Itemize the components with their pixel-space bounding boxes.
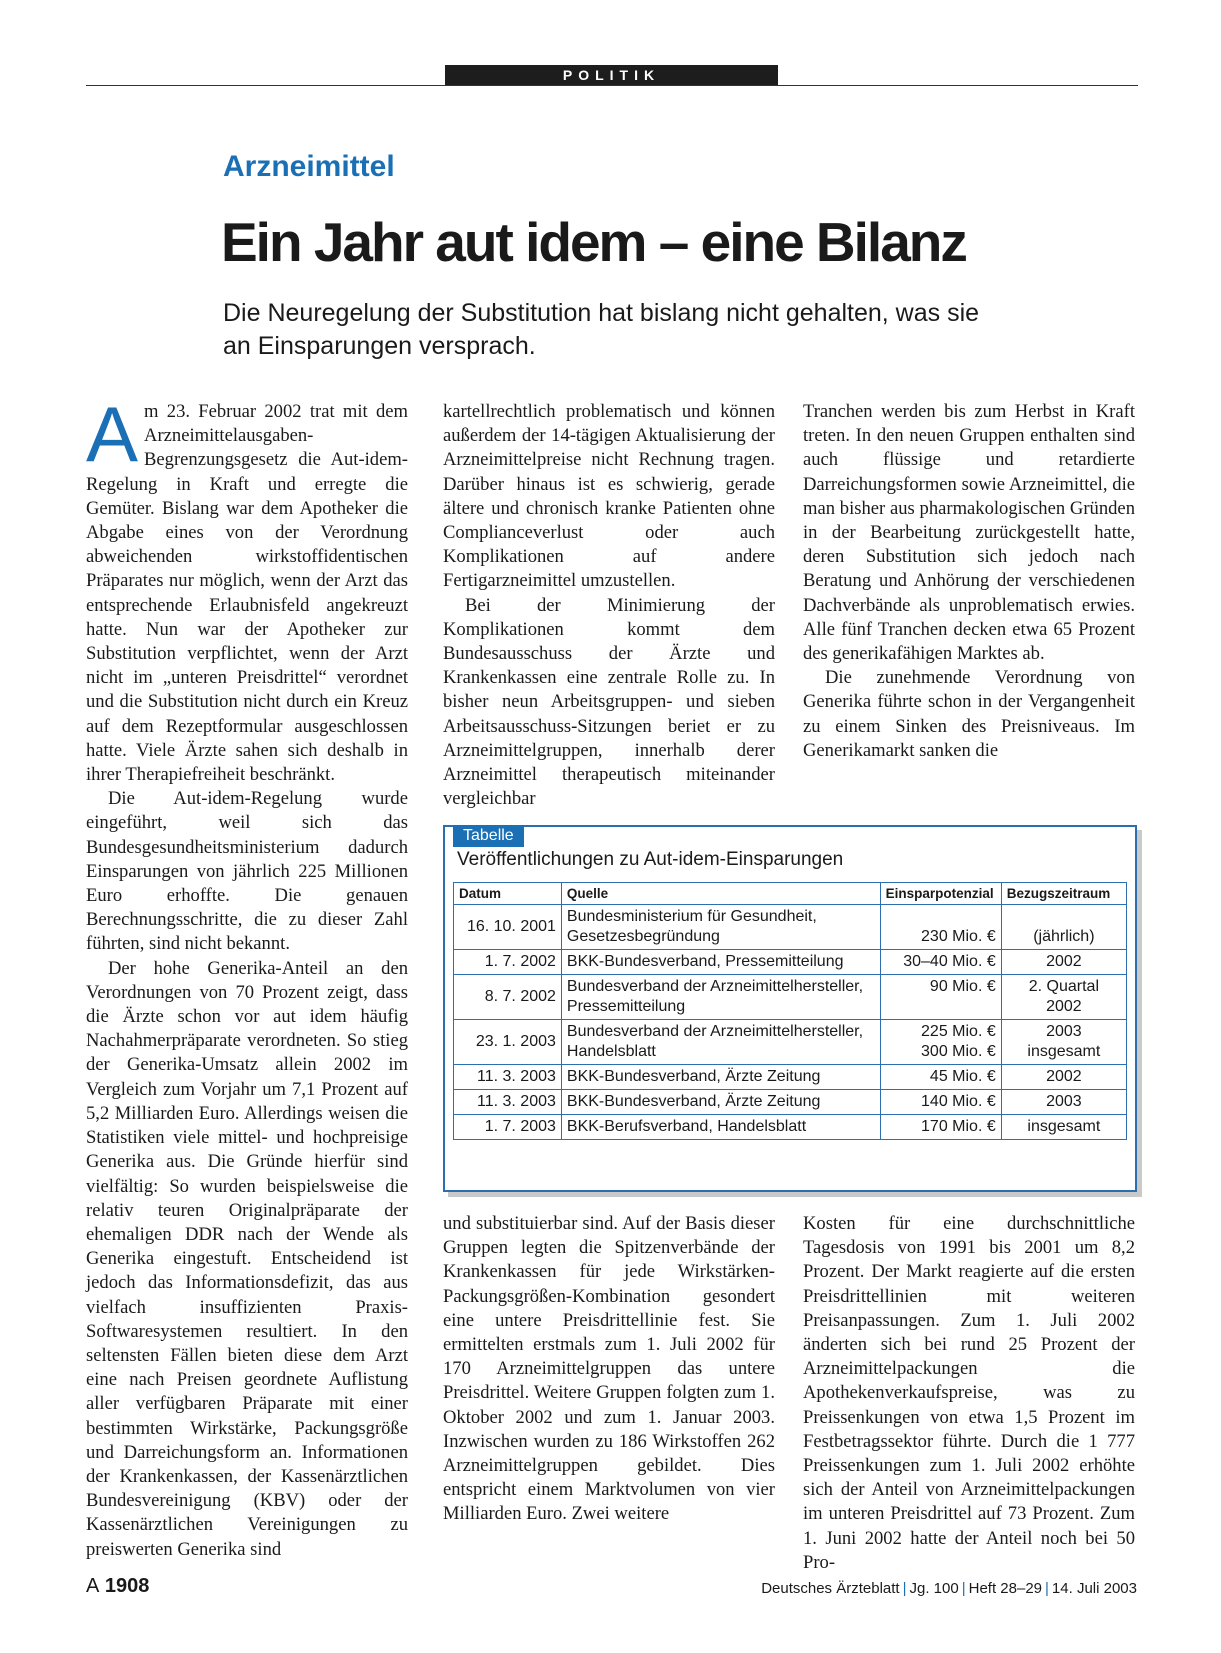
cell-source-line: Bundesverband der Arzneimittelhersteller, xyxy=(566,1023,864,1040)
table-row xyxy=(454,905,1127,950)
journal-footer: Deutsches Ärzteblatt | Jg. 100 | Heft 28–29 | 14. Juli 2003 xyxy=(761,1580,1137,1597)
cell-amount xyxy=(880,905,1001,950)
cell-period-line: 2003 xyxy=(1046,1093,1082,1110)
table-title: Veröffentlichungen zu Aut-idem-Einsparungen xyxy=(457,849,844,870)
table-row xyxy=(454,1065,1127,1090)
header-datum: Datum xyxy=(454,883,562,905)
article-deck: Die Neuregelung der Substitution hat bislang nicht gehalten, was sie an Einsparungen versprach. xyxy=(223,299,980,360)
cell-source xyxy=(561,1065,880,1090)
cell-source-line: BKK-Berufsverband, Handelsblatt xyxy=(566,1118,807,1135)
paragraph: Tranchen werden bis zum Herbst in Kraft treten. In den neuen Gruppen enthalten sind auch flüssige und retardierte Darreichungsformen sowie Arzneimittel, die man bisher aus pharmakologischen Gründen in der Bearbeitung zurückgestellt hatte, deren Substitution sich jedoch nach Beratung und Anhörung der verschiedenen Dachverbände als unproblematisch erwies. Alle fünf Tranchen decken etwa 65 Prozent des generikafähigen Marktes ab. xyxy=(803,401,1135,665)
cell-source-line: Pressemitteilung xyxy=(566,998,686,1015)
table-row xyxy=(454,1020,1127,1065)
drop-cap: A xyxy=(86,390,139,478)
header-einsparpotenzial: Einsparpotenzial xyxy=(880,883,1001,905)
cell-source-line: BKK-Bundesverband, Pressemitteilung xyxy=(566,953,844,970)
journal-date: 14. Juli 2003 xyxy=(1051,1580,1137,1597)
text-column-3-bottom xyxy=(803,1212,1135,1575)
cell-source-line: BKK-Bundesverband, Ärzte Zeitung xyxy=(566,1068,821,1085)
paragraph: Die zunehmende Verordnung von Generika führte schon in der Vergangenheit zu einem Sinken des Preisniveaus. Im Generikamarkt sanken die xyxy=(803,667,1135,761)
cell-amount-line xyxy=(886,907,996,927)
cell-period xyxy=(1001,1090,1126,1115)
cell-source-line: Handelsblatt xyxy=(566,1043,656,1060)
paragraph: Am 23. Februar 2002 trat mit dem Arzneimittelausgaben-Begrenzungsgesetz die Aut-idem-Regelung in Kraft und erregte die Gemüter. Bislang war dem Apotheker die Abgabe eines von der Verordnung abweichenden wirkstoffidentischen Präparates nur möglich, wenn der Arzt das entsprechende Erlaubnisfeld angekreuzt hatte. Nun war der Apotheker zur Substitution verpflichtet, wenn der Arzt nicht im „unteren Preisdrittel“ verordnet und die Substitution nicht durch ein Kreuz auf dem Rezeptformular ausgeschlossen hatte. Viele Ärzte sahen sich deshalb in ihrer Therapiefreiheit beschränkt. xyxy=(86,390,408,786)
cell-source xyxy=(561,905,880,950)
cell-amount xyxy=(880,1065,1001,1090)
cell-amount-line: 170 Mio. € xyxy=(921,1118,996,1135)
cell-period-line: 2. Quartal xyxy=(1028,978,1099,995)
table-header-row xyxy=(454,883,1127,905)
cell-period-line: (jährlich) xyxy=(1033,928,1095,945)
cell-amount-line: 140 Mio. € xyxy=(921,1093,996,1110)
cell-amount xyxy=(880,975,1001,1020)
paragraph: Bei der Minimierung der Komplikationen kommt dem Bundesausschuss der Ärzte und Krankenkassen eine zentrale Rolle zu. In bisher neun Arbeitsgruppen- und sieben Arbeitsausschuss-Sitzungen beriet er zu Arzneimittelgruppen, innerhalb derer Arzneimittel therapeutisch miteinander vergleichbar xyxy=(443,594,775,810)
text-column-2-top xyxy=(443,400,775,811)
table-body xyxy=(454,905,1127,1140)
rubric-rule xyxy=(86,85,1138,86)
cell-amount xyxy=(880,1115,1001,1140)
journal-issue: Heft 28–29 xyxy=(968,1580,1043,1597)
table-row xyxy=(454,1090,1127,1115)
cell-period-line: 2002 xyxy=(1046,998,1082,1015)
text-column-3-top xyxy=(803,400,1135,763)
cell-amount-line: 30–40 Mio. € xyxy=(903,953,996,970)
paragraph: Kosten für eine durchschnittliche Tagesdosis von 1991 bis 2001 um 8,2 Prozent. Der Markt reagierte auf die ersten Preisdrittellinien mit weiteren Preisanpassungen. Zum 1. Juli 2002 änderten sich bei rund 25 Prozent der Arzneimittelpackungen die Apothekenverkaufspreise, was zu Preissenkungen von etwa 1,5 Prozent im Festbetragssektor führte. Durch die 1 777 Preissenkungen zum 1. Juli 2002 erhöhte sich der Anteil von Arzneimittelpackungen im unteren Preisdrittel auf 73 Prozent. Zum 1. Juni 2002 hatte der Anteil noch bei 50 Pro- xyxy=(803,1213,1135,1573)
cell-period xyxy=(1001,975,1126,1020)
cell-period xyxy=(1001,1065,1126,1090)
cell-amount-line: 225 Mio. € xyxy=(921,1023,996,1040)
journal-name: Deutsches Ärzteblatt xyxy=(761,1580,900,1597)
paragraph: kartellrechtlich problematisch und können außerdem der 14-tägigen Aktualisierung der Arzneimittelpreise nicht Rechnung tragen. Darüber hinaus ist es schwierig, gerade ältere und chronisch kranke Patienten ohne Complianceverlust oder auch Komplikationen auf andere Fertigarzneimittel umzustellen. xyxy=(443,401,775,592)
cell-period-line xyxy=(1007,907,1121,927)
cell-date: 11. 3. 2003 xyxy=(454,1065,562,1090)
text-column-1 xyxy=(86,390,408,1562)
cell-source xyxy=(561,1020,880,1065)
cell-amount-line: 45 Mio. € xyxy=(929,1068,996,1085)
table-row xyxy=(454,975,1127,1020)
cell-date: 23. 1. 2003 xyxy=(454,1020,562,1065)
paragraph: Der hohe Generika-Anteil an den Verordnungen von 70 Prozent zeigt, dass die Ärzte schon vor aut idem häufig Nachahmerpräparate verordneten. So stieg der Generika-Umsatz allein 2002 im Vergleich zum Vorjahr um 7,1 Prozent auf 5,2 Milliarden Euro. Allerdings weisen die Statistiken viele mittel- und hochpreisige Generika aus. Die Gründe hierfür sind vielfältig: So wurden beispielsweise die relativ teuren Originalpräparate der ehemaligen DDR nach der Wende als Generika eingestuft. Entscheidend ist jedoch das Informationsdefizit, das aus vielfach insuffizienten Praxis-Softwaresystemen resultiert. In den seltensten Fällen bieten diese dem Arzt eine nach Preisen geordnete Auflistung aller verfügbaren Präparate mit einer bestimmten Wirkstärke, Packungsgröße und Darreichungsform an. Informationen der Krankenkassen, der Kassenärztlichen Bundesvereinigung (KBV) oder der Kassenärztlichen Vereinigungen zu preiswerten Generika sind xyxy=(86,957,408,1560)
data-table xyxy=(453,882,1127,1140)
cell-amount-line xyxy=(886,997,996,1017)
cell-source xyxy=(561,1090,880,1115)
cell-source-line: Bundesverband der Arzneimittelhersteller, xyxy=(566,978,864,995)
cell-amount-line: 300 Mio. € xyxy=(921,1043,996,1060)
cell-date: 16. 10. 2001 xyxy=(454,905,562,950)
cell-amount xyxy=(880,950,1001,975)
header-quelle: Quelle xyxy=(561,883,880,905)
article-headline: Ein Jahr aut idem – eine Bilanz xyxy=(221,211,966,273)
cell-period-line: 2002 xyxy=(1046,953,1082,970)
header-bezugszeitraum: Bezugszeitraum xyxy=(1001,883,1126,905)
cell-date: 1. 7. 2003 xyxy=(454,1115,562,1140)
page-number: A 1908 xyxy=(86,1575,150,1597)
cell-date: 11. 3. 2003 xyxy=(454,1090,562,1115)
cell-date: 1. 7. 2002 xyxy=(454,950,562,975)
cell-amount-line: 90 Mio. € xyxy=(929,978,996,995)
cell-amount xyxy=(880,1090,1001,1115)
table-row xyxy=(454,950,1127,975)
table-row xyxy=(454,1115,1127,1140)
cell-period xyxy=(1001,905,1126,950)
cell-period xyxy=(1001,1020,1126,1065)
cell-source-line: Bundesministerium für Gesundheit, xyxy=(566,908,817,925)
cell-date: 8. 7. 2002 xyxy=(454,975,562,1020)
cell-source-line: BKK-Bundesverband, Ärzte Zeitung xyxy=(566,1093,821,1110)
cell-period xyxy=(1001,950,1126,975)
cell-amount-line: 230 Mio. € xyxy=(921,928,996,945)
journal-volume: Jg. 100 xyxy=(909,1580,959,1597)
paragraph: Die Aut-idem-Regelung wurde eingeführt, weil sich das Bundesgesundheitsministerium dadurch Einsparungen von jährlich 225 Millionen Euro erhoffte. Die genauen Berechnungsschritte, die zu dieser Zahl führten, sind nicht bekannt. xyxy=(86,788,408,955)
cell-period-line: insgesamt xyxy=(1027,1043,1101,1060)
cell-source xyxy=(561,975,880,1020)
cell-source xyxy=(561,950,880,975)
cell-source-line: Gesetzesbegründung xyxy=(566,928,720,945)
article-kicker: Arzneimittel xyxy=(223,150,395,183)
cell-period-line: 2003 xyxy=(1046,1023,1082,1040)
cell-amount xyxy=(880,1020,1001,1065)
table-tag: Tabelle xyxy=(453,825,524,847)
cell-period-line: insgesamt xyxy=(1027,1118,1101,1135)
cell-period-line: 2002 xyxy=(1046,1068,1082,1085)
cell-period xyxy=(1001,1115,1126,1140)
cell-source xyxy=(561,1115,880,1140)
paragraph: und substituierbar sind. Auf der Basis dieser Gruppen legten die Spitzenverbände der Krankenkassen für jede Wirkstärken-Packungsgrößen-Kombination gesondert eine untere Preisdrittellinie fest. Sie ermittelten erstmals zum 1. Juli 2002 für 170 Arzneimittelgruppen das untere Preisdrittel. Weitere Gruppen folgten zum 1. Oktober 2002 und zum 1. Januar 2003. Inzwischen wurden zu 186 Wirkstoffen 262 Arzneimittelgruppen gebildet. Dies entspricht einem Marktvolumen von vier Milliarden Euro. Zwei weitere xyxy=(443,1213,775,1525)
text-column-2-bottom xyxy=(443,1212,775,1527)
data-table-box xyxy=(443,825,1137,1192)
section-rubric: POLITIK xyxy=(445,65,778,85)
